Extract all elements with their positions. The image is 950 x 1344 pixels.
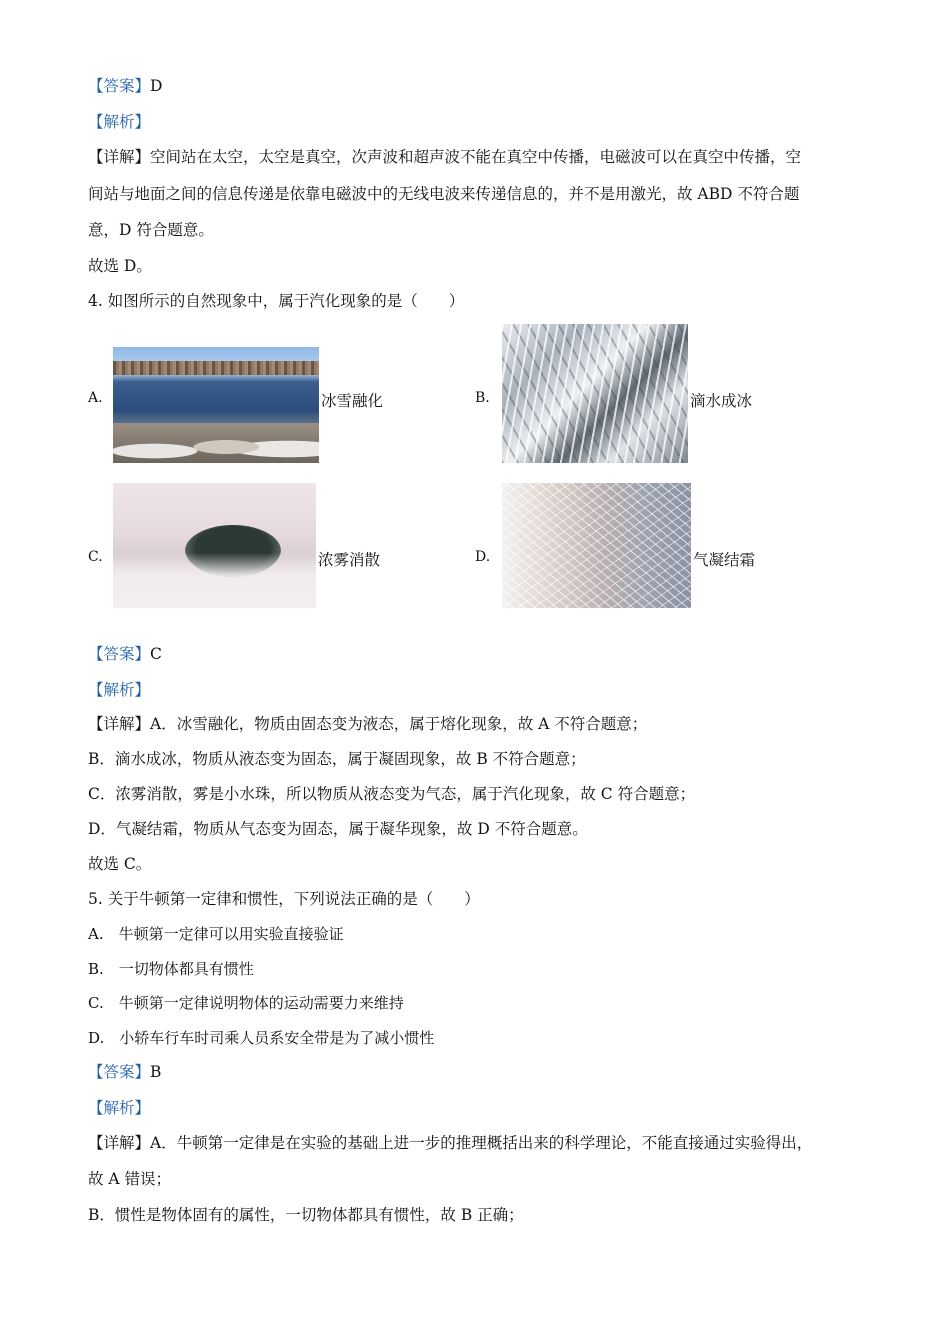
q4-detail-line-1: [88, 714, 647, 734]
q5-detail-line-3: B．惯性是物体固有的属性，一切物体都具有惯性，故 B 正确；: [88, 1206, 524, 1224]
q5-option-b: B. 一切物体都具有惯性: [88, 960, 254, 978]
answer-value: B: [150, 1063, 162, 1081]
q4-option-a-letter: A.: [88, 390, 103, 406]
q5-detail-line-2: 故 A 错误；: [88, 1170, 172, 1188]
q4-analysis-tag: 【解析】: [88, 681, 151, 699]
icicles-image: [502, 324, 688, 463]
detail-tag: 【详解】: [88, 1134, 151, 1152]
q4-detail-line-3: C．浓雾消散，雾是小水珠，所以物质从液态变为气态，属于汽化现象，故 C 符合题意；: [88, 785, 696, 803]
q4-option-a-caption: 冰雪融化: [321, 392, 384, 410]
misty-tree-image: [113, 483, 316, 608]
q5-detail-line-1: [88, 1133, 812, 1153]
q5-option-d: D. 小轿车行车时司乘人员系安全带是为了减小惯性: [88, 1029, 435, 1047]
q5-answer-line: [88, 1062, 161, 1082]
q4-conclusion: 故选 C。: [88, 855, 152, 873]
q4-answer-line: [88, 644, 162, 664]
detail-text: A．牛顿第一定律是在实验的基础上进一步的推理概括出来的科学理论，不能直接通过实验得出，: [150, 1134, 813, 1152]
detail-tag: 【详解】: [88, 715, 151, 733]
q4-option-b-caption: 滴水成冰: [690, 392, 753, 410]
q4-option-c-caption: 浓雾消散: [318, 551, 381, 569]
detail-tag: 【详解】: [88, 148, 151, 166]
answer-value: D: [150, 77, 163, 95]
q3-conclusion: 故选 D。: [88, 257, 152, 275]
answer-tag: 【答案】: [88, 645, 151, 663]
frozen-lake-image: [113, 347, 319, 463]
q4-question: 4. 如图所示的自然现象中，属于汽化现象的是（ ）: [88, 292, 465, 310]
answer-value: C: [150, 645, 162, 663]
q4-detail-line-4: D．气凝结霜，物质从气态变为固态，属于凝华现象，故 D 不符合题意。: [88, 820, 588, 838]
q5-option-c: C. 牛顿第一定律说明物体的运动需要力来维持: [88, 994, 404, 1012]
q4-option-d-caption: 气凝结霜: [693, 551, 756, 569]
q4-detail-line-2: B．滴水成冰，物质从液态变为固态，属于凝固现象，故 B 不符合题意；: [88, 750, 586, 768]
q3-answer-line: [88, 76, 162, 96]
frost-branches-image: [502, 483, 691, 608]
answer-tag: 【答案】: [88, 77, 151, 95]
q3-analysis-tag: 【解析】: [88, 113, 151, 131]
q4-option-c-letter: C.: [88, 549, 103, 565]
answer-tag: 【答案】: [88, 1063, 151, 1081]
q3-detail-line-1: [88, 147, 801, 167]
q3-detail-line-2: 间站与地面之间的信息传递是依靠电磁波中的无线电波来传递信息的，并不是用激光，故 ABD 不符合题: [88, 185, 800, 203]
q5-option-a: A. 牛顿第一定律可以用实验直接验证: [88, 925, 344, 943]
q5-question: 5. 关于牛顿第一定律和惯性，下列说法正确的是（ ）: [88, 890, 480, 908]
q5-analysis-tag: 【解析】: [88, 1099, 151, 1117]
detail-text: 空间站在太空，太空是真空，次声波和超声波不能在真空中传播，电磁波可以在真空中传播，空: [150, 148, 802, 166]
detail-text: A．冰雪融化，物质由固态变为液态，属于熔化现象，故 A 不符合题意；: [150, 715, 648, 733]
q4-option-b-letter: B.: [475, 390, 490, 406]
q3-detail-line-3: 意，D 符合题意。: [88, 221, 214, 239]
q4-option-d-letter: D.: [475, 549, 491, 565]
